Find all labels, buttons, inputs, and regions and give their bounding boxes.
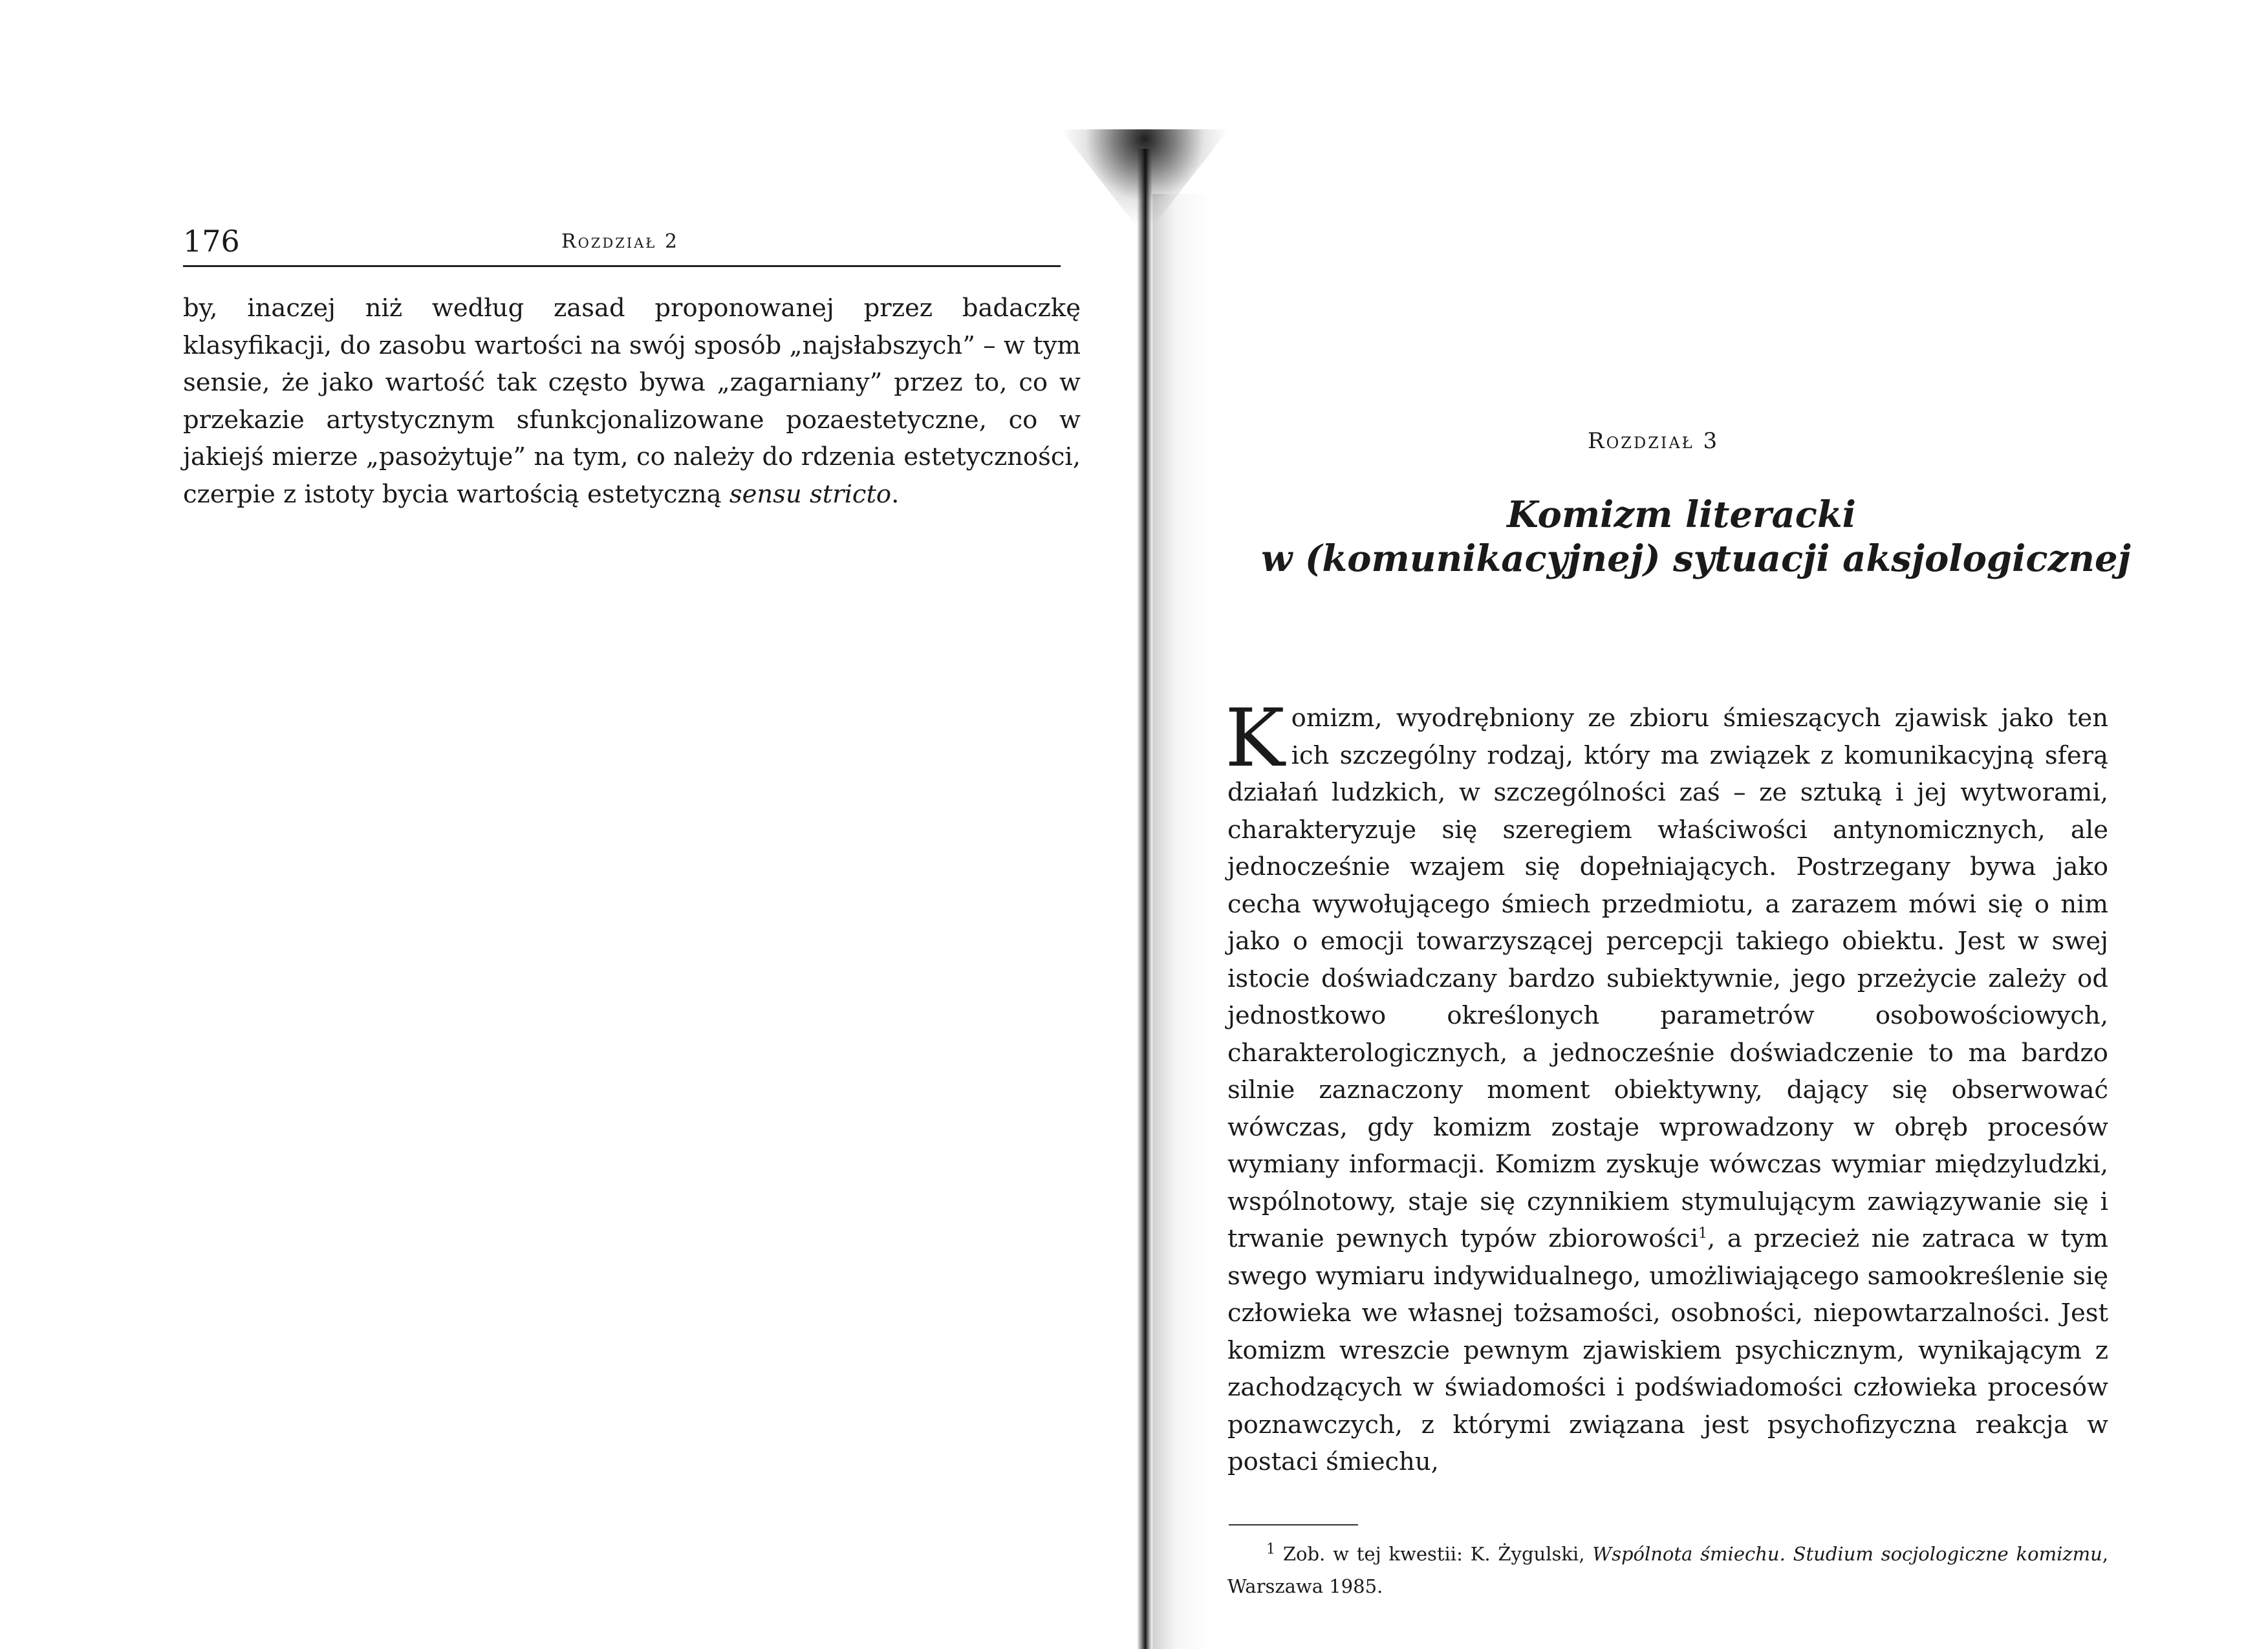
- left-paragraph-text: by, inaczej niż według zasad proponowanej przez badaczkę klasyfikacji, do zasobu wartości na swój sposób „najsłabszych” – w tym sensie, że jako wartość tak często bywa „zagarniany” przez to, co w przekazie artystycznym sfunkcjonalizowane pozaestetyczne, co w jakiejś mierze „pasożytuje” na tym, co należy do rdzenia estetyczności, czerpie z istoty bycia wartością estetyczną: [183, 294, 1081, 509]
- chapter-title-line-1: Komizm literacki: [1507, 493, 1856, 536]
- chapter-title: [1229, 493, 2134, 581]
- running-header-title: Rozdział 2: [561, 230, 679, 253]
- running-header: [183, 220, 1061, 267]
- footnote-suffix: , Warszawa 1985.: [1227, 1543, 2109, 1597]
- footnote-cited-title: Wspólnota śmiechu. Studium socjologiczne komizmu: [1592, 1543, 2102, 1565]
- chapter-title-line-2: w (komunikacyjnej) sytuacji aksjologicznej: [1261, 537, 2131, 580]
- chapter-opening-paragraph: [1225, 692, 2109, 1481]
- paragraph-text-part-2: , a przecież nie zatraca w tym swego wymiaru indywidualnego, umożliwiającego samookreślenie się człowieka we własnej tożsamości, osobności, niepowtarzalności. Jest komizm wreszcie pewnym zjawiskiem psychicznym, wynikającym z zachodzących w świadomości i podświadomości człowieka procesów poznawczych, z którymi związana jest psychofizyczna reakcja w postaci śmiechu,: [1227, 1224, 2109, 1476]
- footnote: [1227, 1538, 2108, 1602]
- left-page-paragraph: [183, 290, 1081, 513]
- chapter-label: Rozdział 3: [1588, 428, 1720, 454]
- page-number: 176: [183, 224, 240, 259]
- left-paragraph-italic: sensu stricto: [729, 479, 892, 509]
- footnote-divider: [1229, 1524, 1358, 1525]
- drop-cap: K: [1225, 692, 1285, 785]
- paragraph-text-part-1: omizm, wyodrębniony ze zbioru śmieszących zjawisk jako ten ich szczególny rodzaj, który ma związek z komunikacyjną sferą działań ludzkich, w szczególności zaś – ze sztuką i jej wytworami, charakteryzuje się szeregiem właściwości antynomicznych, ale jednocześnie wzajem się dopełniających. Postrzegany bywa jako cecha wywołującego śmiech przedmiotu, a zarazem mówi się o nim jako o emocji towarzyszącej percepcji takiego obiektu. Jest w swej istocie doświadczany bardzo subiektywnie, jego przeżycie zależy od jednostkowo określonych parametrów osobowościowych, charakterologicznych, a jednocześnie doświadczenie to ma bardzo silnie zaznaczony moment obiektywny, dający się obserwować wówczas, gdy komizm zostaje wprowadzony w obręb procesów wymiany informacji. Komizm zyskuje wówczas wymiar międzyludzki, wspólnotowy, staje się czynnikiem stymulującym zawiązywanie się i trwanie pewnych typów zbiorowości: [1227, 704, 2108, 1253]
- footnote-number: 1: [1266, 1541, 1275, 1558]
- footnote-prefix: Zob. w tej kwestii: K. Żygulski,: [1282, 1543, 1593, 1565]
- left-paragraph-end-punct: .: [891, 479, 900, 509]
- footnote-reference: 1: [1698, 1225, 1708, 1242]
- book-spine: [1137, 149, 1152, 1649]
